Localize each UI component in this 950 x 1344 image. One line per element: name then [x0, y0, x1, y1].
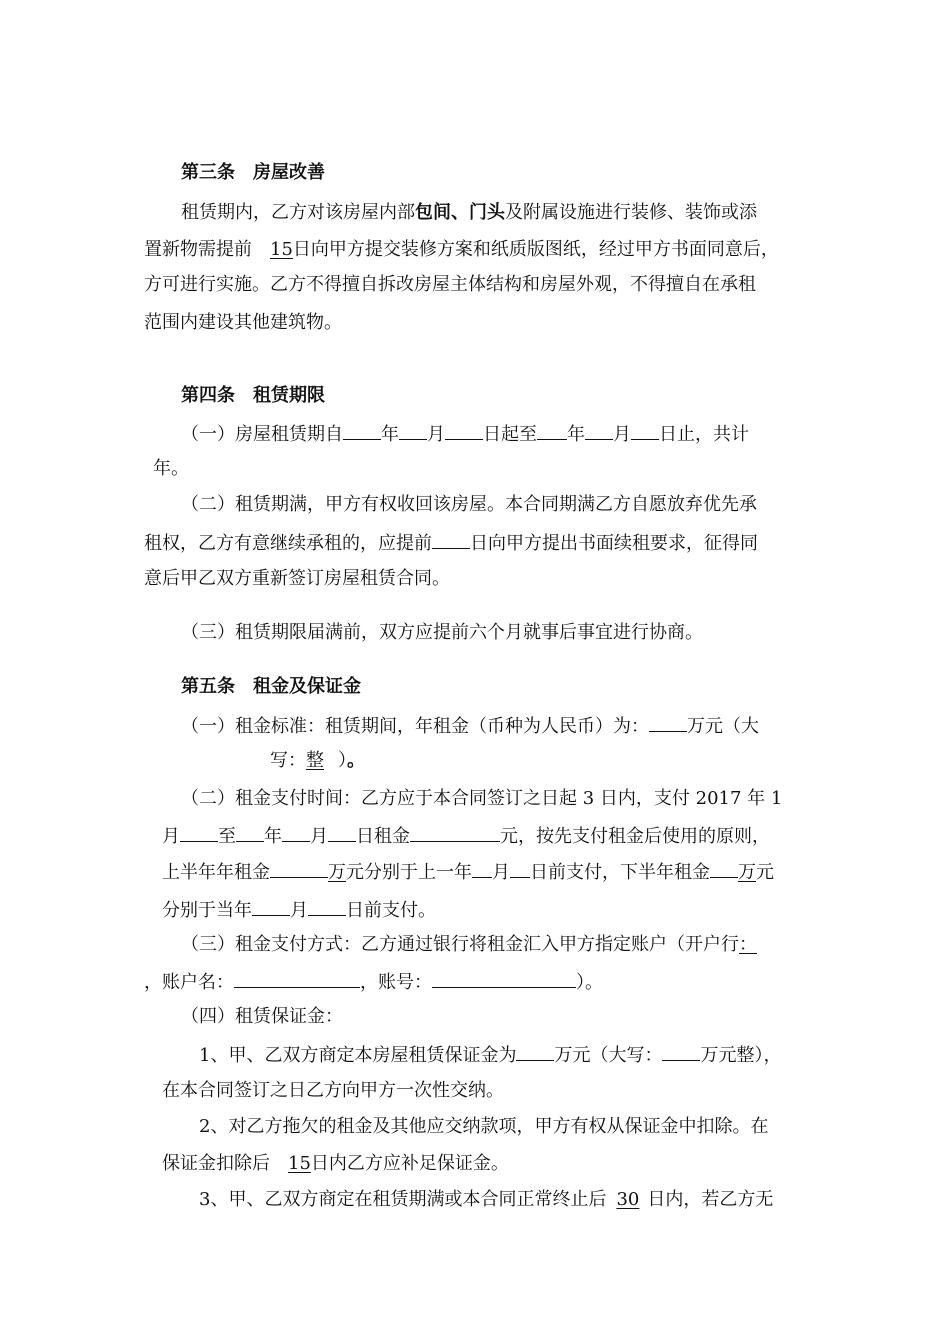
blank	[180, 823, 218, 842]
blank	[510, 859, 530, 878]
text: ，账号：	[360, 972, 432, 993]
days-value: 15	[270, 239, 293, 260]
blank	[432, 530, 470, 549]
days-value: 15	[288, 1153, 311, 1174]
underlined-text: 整	[306, 750, 324, 771]
bold-text: 包间、门头	[415, 202, 505, 223]
days-value: 30	[616, 1189, 640, 1210]
text: 日向甲方提出书面续租要求，征得同	[470, 533, 758, 554]
blank	[328, 823, 356, 842]
text: 日前支付，下半年租金	[530, 862, 710, 883]
section-5-item-4-1-line-2: 在本合同签订之日乙方向甲方一次性交纳。	[162, 1080, 504, 1101]
blank	[432, 969, 576, 988]
text: 日租金	[356, 826, 410, 847]
blank	[649, 713, 687, 732]
underlined-text: ：	[739, 934, 757, 955]
text: 保证金扣除后	[162, 1153, 270, 1174]
text: 月	[427, 424, 445, 445]
text: 上半年年租金	[162, 862, 270, 883]
section-4-item-3: （三）租赁期限届满前，双方应提前六个月就事后事宜进行协商。	[181, 622, 703, 643]
text: 分别于当年	[162, 900, 252, 921]
section-5-item-2-line-2	[162, 823, 770, 849]
blank	[662, 1042, 700, 1061]
text: ，账户名：	[144, 972, 234, 993]
section-5-title: 第五条 租金及保证金	[181, 676, 361, 697]
text: 日内，若乙方无	[647, 1189, 774, 1210]
text: ）	[338, 750, 347, 771]
text: 年	[567, 424, 585, 445]
text: 万元整），	[700, 1045, 782, 1066]
section-4-item-1-cont: 年。	[153, 458, 189, 479]
blank	[234, 969, 360, 988]
section-5-item-1-line-1	[181, 713, 759, 739]
text: 元	[756, 862, 774, 883]
text: 月	[613, 424, 631, 445]
section-5-item-4-3-line-1	[199, 1188, 773, 1212]
blank	[585, 421, 613, 440]
section-3-title: 第三条 房屋改善	[181, 162, 325, 183]
section-5-item-4-2-line-1: 2、对乙方拖欠的租金及其他应交纳款项，甲方有权从保证金中扣除。在	[199, 1116, 769, 1137]
underlined-text: 万	[738, 862, 756, 883]
section-4-title: 第四条 租赁期限	[181, 385, 325, 406]
blank	[710, 859, 738, 878]
blank	[308, 897, 346, 916]
section-5-item-2-line-1: （二）租金支付时间：乙方应于本合同签订之日起 3 日内，支付 2017 年 1	[181, 788, 783, 809]
underlined-text: 万	[328, 862, 346, 883]
text: （三）租金支付方式：乙方通过银行将租金汇入甲方指定账户（开户行	[181, 934, 739, 955]
text: 元，按先支付租金后使用的原则，	[500, 826, 770, 847]
text: 租赁期内，乙方对该房屋内部	[181, 202, 415, 223]
text: 月	[310, 826, 328, 847]
text: 元分别于上一年	[346, 862, 472, 883]
section-3-para-line-2	[144, 238, 779, 262]
text: 日内乙方应补足保证金。	[310, 1153, 509, 1174]
blank	[399, 421, 427, 440]
text: 日向甲方提交装修方案和纸质版图纸，经过甲方书面同意后，	[292, 239, 779, 260]
section-5-item-1-line-2	[270, 749, 365, 773]
blank	[236, 823, 264, 842]
blank	[343, 421, 381, 440]
blank	[282, 823, 310, 842]
text: 日止，共计	[659, 424, 749, 445]
section-3-para-line-1	[181, 201, 757, 225]
section-4-item-2-line-2	[144, 530, 758, 556]
blank	[537, 421, 567, 440]
text: 。	[347, 750, 365, 771]
text: 租权，乙方有意继续承租的，应提前	[144, 533, 432, 554]
section-5-item-2-line-4	[162, 897, 436, 923]
section-5-item-2-line-3	[162, 859, 774, 885]
section-5-item-3-line-1	[181, 933, 757, 957]
section-5-item-3-line-2	[144, 969, 603, 995]
section-4-item-2-line-3: 意后甲乙双方重新签订房屋租赁合同。	[144, 568, 450, 589]
blank	[472, 859, 492, 878]
text: 及附属设施进行装修、装饰或添	[505, 202, 757, 223]
text: 日起至	[483, 424, 537, 445]
blank	[410, 823, 500, 842]
section-5-item-4-1-line-1	[199, 1042, 781, 1068]
blank	[270, 859, 328, 878]
text: 万元（大	[687, 716, 759, 737]
text: 年	[264, 826, 282, 847]
text: 3、甲、乙双方商定在租赁期满或本合同正常终止后	[199, 1189, 607, 1210]
section-3-para-line-4: 范围内建设其他建筑物。	[144, 312, 342, 333]
text: 日前支付。	[346, 900, 436, 921]
blank	[445, 421, 483, 440]
text: 写：	[270, 750, 306, 771]
text: 年	[381, 424, 399, 445]
section-3-para-line-3: 方可进行实施。乙方不得擅自拆改房屋主体结构和房屋外观，不得擅自在承租	[144, 274, 756, 295]
section-4-item-2-line-1: （二）租赁期满，甲方有权收回该房屋。本合同期满乙方自愿放弃优先承	[181, 494, 757, 515]
text: 1、甲、乙双方商定本房屋租赁保证金为	[199, 1045, 517, 1066]
blank	[516, 1042, 554, 1061]
text: （一）租金标准：租赁期间，年租金（币种为人民币）为：	[181, 716, 649, 737]
blank	[631, 421, 659, 440]
text: （一）房屋租赁期自	[181, 424, 343, 445]
text: ）。	[576, 972, 603, 993]
text: 月	[162, 826, 180, 847]
text: 至	[218, 826, 236, 847]
section-5-item-4-title: （四）租赁保证金：	[181, 1006, 343, 1027]
section-4-item-1	[181, 421, 749, 447]
text: 万元（大写：	[554, 1045, 663, 1066]
text: 月	[290, 900, 308, 921]
text: 月	[492, 862, 510, 883]
blank	[252, 897, 290, 916]
text: 置新物需提前	[144, 239, 252, 260]
section-5-item-4-2-line-2	[162, 1152, 509, 1176]
